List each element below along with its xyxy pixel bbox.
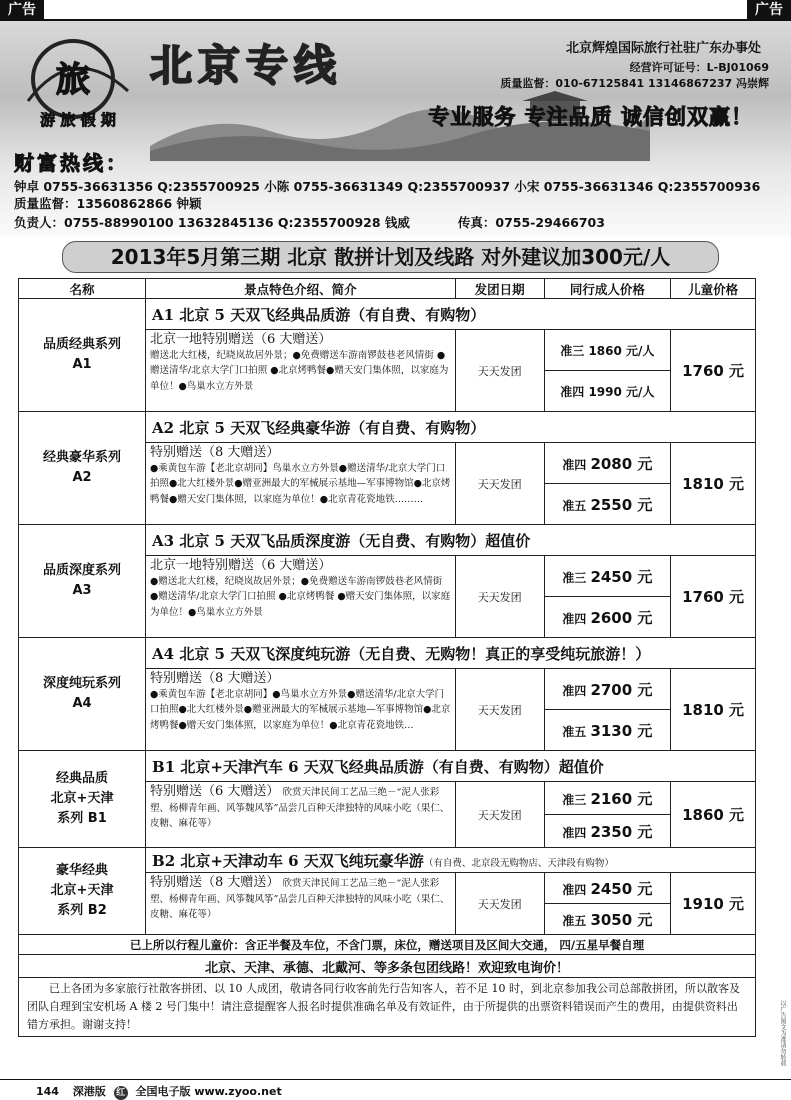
series-name: 品质深度系列 A3	[19, 525, 146, 638]
series-name: 经典豪华系列 A2	[19, 412, 146, 525]
svg-text:旅: 旅	[56, 60, 90, 100]
contact-row-3	[14, 213, 605, 231]
departure-date: 天天发团	[455, 669, 544, 751]
agency-name: 北京辉煌国际旅行社驻广东办事处	[565, 41, 761, 56]
red-badge-icon: 红	[114, 1086, 128, 1100]
table-header-row	[19, 279, 756, 299]
route-title: B1 北京+天津汽车 6 天双飞经典品质游（有自费、有购物）超值价	[146, 751, 756, 782]
peer-price: 准五 3130 元	[544, 710, 671, 751]
fax-number: 传真：0755-29466703	[457, 215, 605, 230]
svg-text:游 旅 假 期: 游 旅 假 期	[40, 111, 116, 129]
child-price: 1910 元	[671, 873, 756, 935]
route-title: A1 北京 5 天双飞经典品质游（有自费、有购物）	[146, 299, 756, 330]
departure-date: 天天发团	[455, 330, 544, 412]
child-price: 1860 元	[671, 782, 756, 848]
series-name: 深度纯玩系列 A4	[19, 638, 146, 751]
bottom-divider	[0, 1079, 791, 1080]
col-child-price: 儿童价格	[671, 279, 756, 299]
side-note: 以广告图文为准请勿转载	[779, 1000, 786, 1066]
child-price: 1760 元	[671, 556, 756, 638]
charter-note: 北京、天津、承德、北戴河、等多条包团线路！欢迎致电询价！	[19, 955, 756, 978]
route-title: B2 北京+天津动车 6 天双飞纯玩豪华游（有自费、北京段无购物店、天津段有购物）	[146, 848, 756, 873]
page-footer	[36, 1083, 282, 1100]
route-description: 特别赠送（8 大赠送） 欣赏天津民间工艺品三绝－“泥人张彩塑、杨柳青年画、风筝魏风筝”品尝几百种天津独特的风味小吃（果仁、皮糖、麻花等）	[146, 873, 456, 935]
route-description: 特别赠送（6 大赠送） 欣赏天津民间工艺品三绝－“泥人张彩塑、杨柳青年画、风筝魏风筝”品尝几百种天津独特的风味小吃（果仁、皮糖、麻花等）	[146, 782, 456, 848]
child-price: 1810 元	[671, 669, 756, 751]
peer-price: 准四 2080 元	[544, 443, 671, 484]
departure-date: 天天发团	[455, 556, 544, 638]
departure-date: 天天发团	[455, 782, 544, 848]
route-title: A2 北京 5 天双飞经典豪华游（有自费、有购物）	[146, 412, 756, 443]
peer-price: 准四 2350 元	[544, 815, 671, 848]
license-info	[500, 60, 769, 92]
series-name: 品质经典系列 A1	[19, 299, 146, 412]
child-price-note: 已上所以行程儿童价：含正半餐及车位，不含门票，床位，赠送项目及区间大交通， 四/五星早餐自理	[19, 935, 756, 955]
website-link[interactable]: 全国电子版 www.zyoo.net	[135, 1085, 282, 1098]
route-description: 特别赠送（8 大赠送） ●乘黄包车游【老北京胡同】鸟巢水立方外景●赠送清华/北京大学门口拍照●北大红楼外景●赠亚洲最大的军械展示基地—军事博物馆●北京烤鸭餐●赠天安门集体照，以家庭为单位！●北京青花瓷地铁………	[146, 443, 456, 525]
peer-price: 准三 2450 元	[544, 556, 671, 597]
contact-row-1: 钟卓 0755-36631356 Q:2355700925 小陈 0755-36631349 Q:2355700937 小宋 0755-36631346 Q:2355700936	[14, 179, 761, 194]
route-title: A4 北京 5 天双飞深度纯玩游（无自费、无购物！真正的享受纯玩旅游！）	[146, 638, 756, 669]
col-depart: 发团日期	[455, 279, 544, 299]
peer-price: 准五 2550 元	[544, 484, 671, 525]
logo-emblem-icon	[18, 31, 138, 131]
schedule-banner: 2013年5月第三期 北京 散拼计划及线路 对外建议加300元/人	[62, 241, 719, 273]
departure-date: 天天发团	[455, 443, 544, 525]
child-price: 1760 元	[671, 330, 756, 412]
col-name: 名称	[19, 279, 146, 299]
ad-label-left: 广告	[0, 0, 44, 20]
peer-price: 准三 2160 元	[544, 782, 671, 815]
child-price: 1810 元	[671, 443, 756, 525]
route-description: 北京一地特别赠送（6 大赠送） ●赠送北大红楼，纪晓岚故居外景；●免费赠送车游南锣鼓巷老风情街 ●赠送清华/北京大学门口拍照 ●北京烤鸭餐 ●赠天安门集体照，以家庭为单位！●鸟巢水立方外景	[146, 556, 456, 638]
peer-price: 准五 3050 元	[544, 904, 671, 935]
peer-price: 准四 2600 元	[544, 597, 671, 638]
peer-price: 准四 2700 元	[544, 669, 671, 710]
series-name: 豪华经典 北京+天津 系列 B2	[19, 848, 146, 935]
quality-contact: 质量监督：010-67125841 13146867237 冯崇辉	[500, 77, 769, 90]
ad-label-right: 广告	[747, 0, 791, 20]
hotline-label: 财富热线：	[14, 151, 129, 175]
license-number: 经营许可证号：L-BJ01069	[629, 61, 769, 74]
col-peer-price: 同行成人价格	[544, 279, 671, 299]
route-description: 北京一地特别赠送（6 大赠送） 赠送北大红楼，纪晓岚故居外景；●免费赠送车游南锣鼓巷老风情街 ●赠送清华/北京大学门口拍照 ●北京烤鸭餐●赠天安门集体照，以家庭为单位！●鸟巢水立方外景	[146, 330, 456, 412]
terms-footnote: 已上各团为多家旅行社散客拼团、以 10 人成团，敬请各同行收客前先行告知客人，若不足 10 时，到北京参加我公司总部散拼团，所以散客及团队自理到宝安机场 A 楼 2 号门集中！请注意提醒客人报名时提供准确名单及有效证件，由于所提供的出票资料错误而产生的费用，由提供资料出错方承担。谢谢支持！	[19, 978, 756, 1037]
peer-price: 准四 2450 元	[544, 873, 671, 904]
route-title: A3 北京 5 天双飞品质深度游（无自费、有购物）超值价	[146, 525, 756, 556]
route-description: 特别赠送（8 大赠送） ●乘黄包车游【老北京胡同】●鸟巢水立方外景●赠送清华/北京大学门口拍照●北大红楼外景●赠亚洲最大的军械展示基地—军事博物馆●北京烤鸭餐●赠天安门集体照，以家庭为单位！●北京青花瓷地铁…	[146, 669, 456, 751]
departure-date: 天天发团	[455, 873, 544, 935]
series-name: 经典品质 北京+天津 系列 B1	[19, 751, 146, 848]
page-number: 144	[36, 1085, 59, 1098]
agency-logo	[18, 31, 138, 131]
contact-row-2: 质量监督：13560862866 钟颖	[14, 196, 202, 211]
brand-title: 北京专线	[150, 41, 343, 90]
manager-contact: 负责人：0755-88990100 13632845136 Q:2355700928 钱威	[14, 215, 410, 230]
route-table	[18, 278, 756, 1037]
edition-label: 深港版	[72, 1085, 106, 1098]
peer-price: 准四 1990 元/人	[544, 371, 671, 412]
col-desc: 景点特色介绍、简介	[146, 279, 456, 299]
slogan: 专业服务 专注品质 诚信创双赢！	[428, 105, 753, 129]
ad-header	[0, 21, 791, 236]
peer-price: 准三 1860 元/人	[544, 330, 671, 371]
